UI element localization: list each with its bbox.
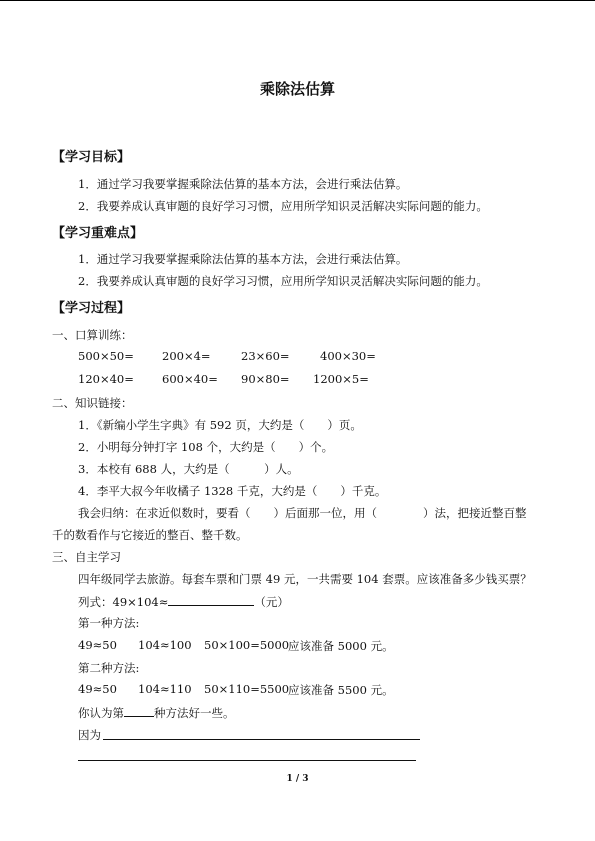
method2-step: 应该准备 5500 元。 [288,683,394,697]
method1-step: 104≈100 [138,638,192,652]
page-top-rule [0,0,595,1]
link-question: 1．《新编小学生字典》有 592 页，大约是（ ）页。 [78,418,362,432]
keypoint-item: 2．我要养成认真审题的良好学习习惯，应用所学知识灵活解决实际问题的能力。 [78,274,488,288]
summary-line: 千的数看作与它接近的整百、整千数。 [52,528,248,542]
section-heading-keypoints: 【学习重难点】 [52,226,144,241]
section-heading-process: 【学习过程】 [52,301,131,316]
oral-label: 一、口算训练： [52,328,133,342]
method2-step: 104≈110 [138,682,192,696]
formula-answer-blank[interactable] [168,593,254,606]
method1-step: 应该准备 5000 元。 [288,639,394,653]
method2-step: 50×110=5500 [204,682,290,696]
link-question: 4．李平大叔今年收橘子 1328 千克，大约是（ ）千克。 [78,484,387,498]
page-number: 1 / 3 [286,774,309,784]
document-title: 乘除法估算 [259,80,335,98]
oral-question: 90×80= [241,372,290,386]
oral-question: 120×40= [78,372,134,386]
opinion-prefix: 你认为第 [78,706,124,720]
method1-step: 50×100=5000 [204,638,290,652]
goal-item: 2．我要养成认真审题的良好学习习惯，应用所学知识灵活解决实际问题的能力。 [78,199,488,213]
method2-step: 49≈50 [78,682,117,696]
opinion-answer-blank[interactable] [124,704,154,717]
summary-line: 我会归纳：在求近似数时，要看（ ）后面那一位，用（ ）法，把接近整百整 [78,506,527,520]
opinion-line [78,704,235,721]
reason-answer-line[interactable] [78,760,416,761]
self-study-label: 三、自主学习 [52,550,121,564]
opinion-suffix: 种方法好一些。 [154,706,235,720]
link-label: 二、知识链接： [52,396,133,410]
formula-line [78,593,289,610]
oral-question: 200×4= [162,349,211,363]
link-question: 2．小明每分钟打字 108 个，大约是（ ）个。 [78,440,334,454]
link-question: 3．本校有 688 人，大约是（ ）人。 [78,462,299,476]
keypoint-item: 1．通过学习我要掌握乘除法估算的基本方法，会进行乘法估算。 [78,252,408,266]
formula-prefix: 列式：49×104≈ [78,595,169,609]
oral-question: 23×60= [241,349,290,363]
goal-item: 1．通过学习我要掌握乘除法估算的基本方法，会进行乘法估算。 [78,177,408,191]
self-study-problem: 四年级同学去旅游。每套车票和门票 49 元，一共需要 104 套票。应该准备多少钱买票？ [78,572,532,586]
reason-label: 因为 [78,728,101,742]
reason-answer-line[interactable] [103,739,420,740]
method2-label: 第二种方法: [78,661,140,675]
formula-suffix: （元） [254,595,289,609]
method1-label: 第一种方法: [78,616,140,630]
oral-question: 1200×5= [313,372,369,386]
method1-step: 49≈50 [78,638,117,652]
oral-question: 500×50= [78,349,134,363]
section-heading-goals: 【学习目标】 [52,150,131,165]
oral-question: 400×30= [320,349,376,363]
oral-question: 600×40= [162,372,218,386]
